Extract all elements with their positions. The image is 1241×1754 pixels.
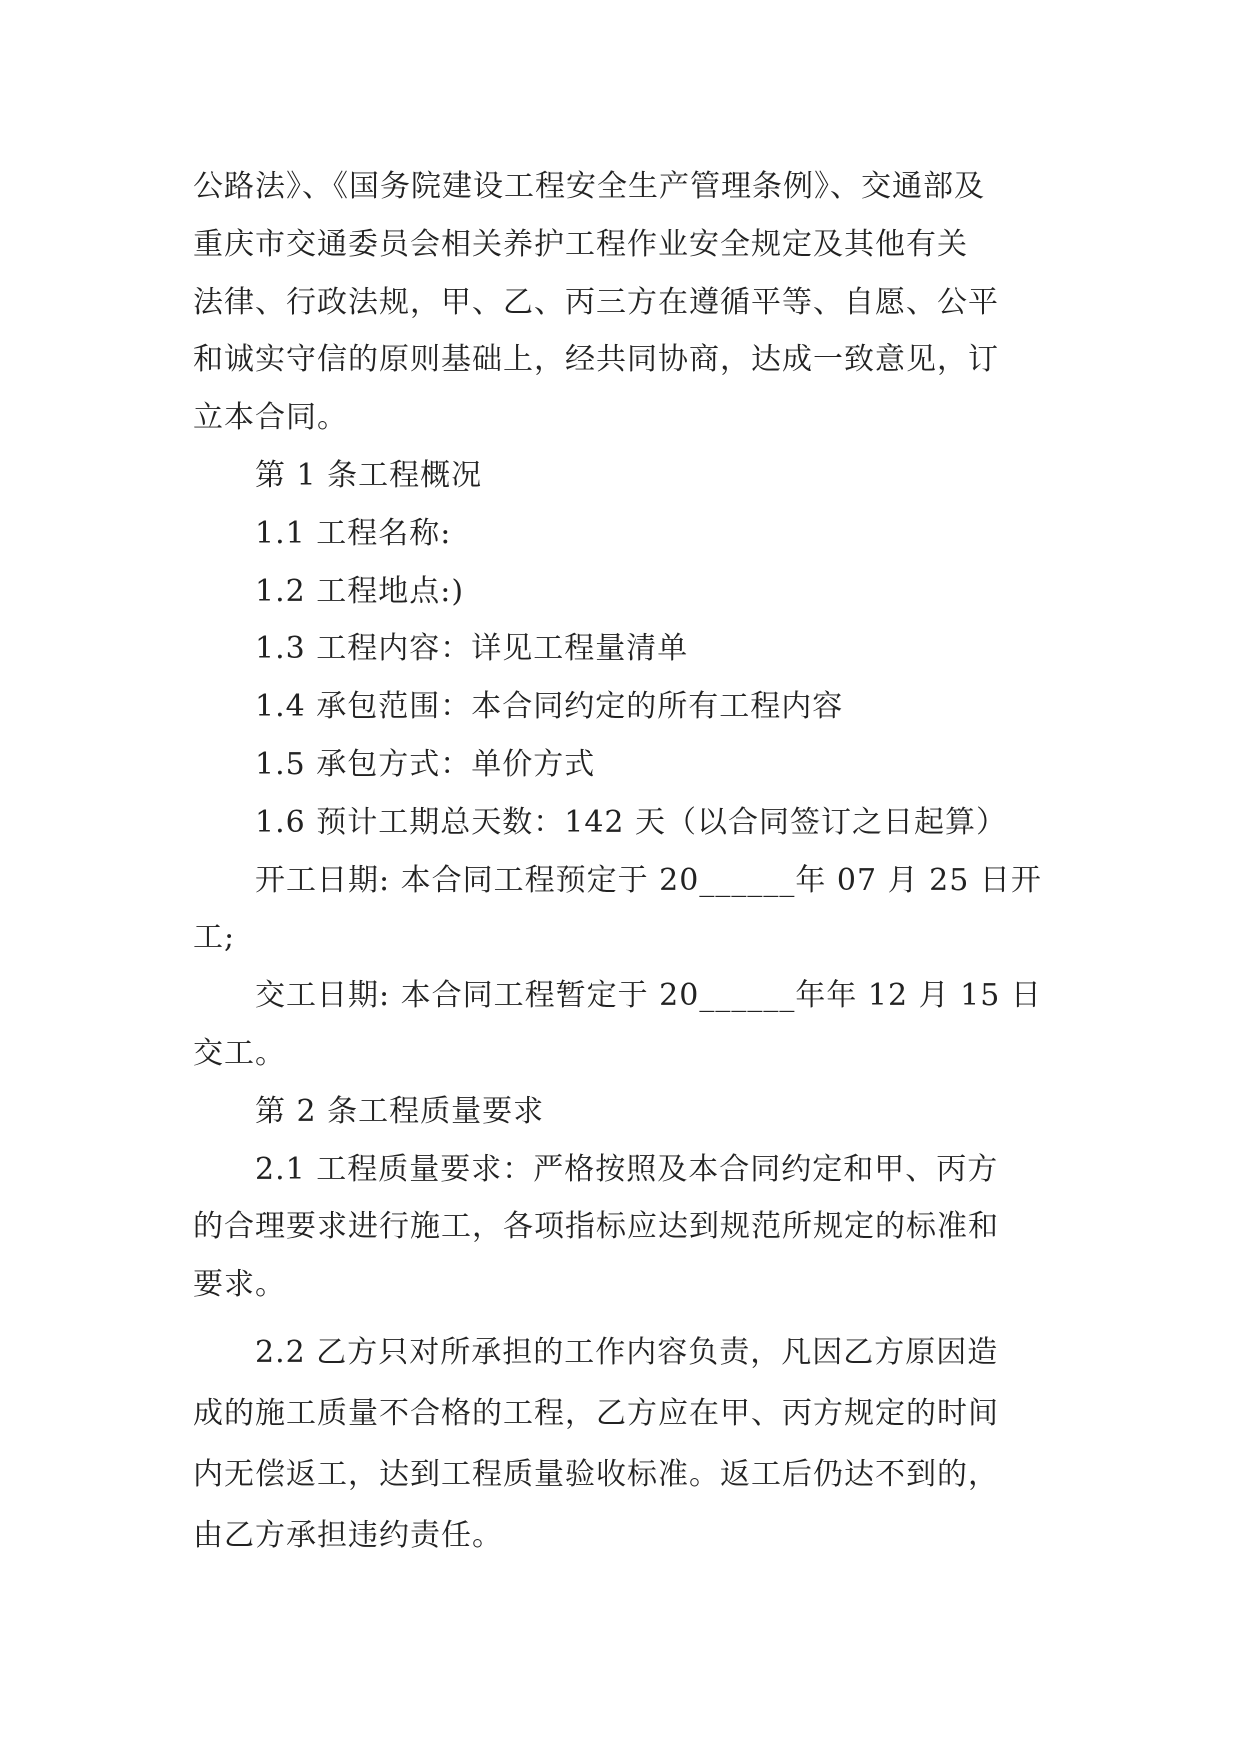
- completion-date-line: 交工日期: 本合同工程暂定于 20______年年 12 月 15 日: [255, 978, 1042, 1014]
- clause-2-1: 2.1 工程质量要求：严格按照及本合同约定和甲、丙方: [255, 1151, 999, 1187]
- section-heading-1: 第 1 条工程概况: [255, 457, 483, 493]
- clause-1-2: 1.2 工程地点:): [255, 573, 465, 609]
- clause-2-2-cont: 成的施工质量不合格的工程，乙方应在甲、丙方规定的时间: [193, 1395, 999, 1431]
- clause-1-4: 1.4 承包范围：本合同约定的所有工程内容: [255, 689, 844, 725]
- clause-2-2-cont: 内无偿返工，达到工程质量验收标准。返工后仍达不到的，: [193, 1456, 999, 1492]
- section-heading-2: 第 2 条工程质量要求: [255, 1093, 545, 1129]
- clause-1-3: 1.3 工程内容：详见工程量清单: [255, 631, 689, 667]
- start-date-line: 开工日期: 本合同工程预定于 20______年 07 月 25 日开: [255, 862, 1042, 898]
- paragraph-line: 公路法》、《国务院建设工程安全生产管理条例》、交通部及: [193, 169, 985, 204]
- clause-2-1-cont: 要求。: [193, 1267, 286, 1303]
- clause-2-2-cont: 由乙方承担违约责任。: [193, 1517, 503, 1553]
- paragraph-line: 和诚实守信的原则基础上，经共同协商，达成一致意见，订: [193, 342, 999, 378]
- start-date-line-cont: 工;: [193, 920, 236, 956]
- document-page: [193, 158, 1055, 1566]
- clause-1-5: 1.5 承包方式：单价方式: [255, 746, 596, 782]
- clause-1-1: 1.1 工程名称:: [255, 515, 452, 551]
- clause-2-1-cont: 的合理要求进行施工，各项指标应达到规范所规定的标准和: [193, 1209, 999, 1245]
- paragraph-line: 法律、行政法规，甲、乙、丙三方在遵循平等、自愿、公平: [193, 284, 999, 320]
- paragraph-line: 立本合同。: [193, 400, 348, 436]
- clause-2-2: 2.2 乙方只对所承担的工作内容负责，凡因乙方原因造: [255, 1334, 999, 1370]
- completion-date-line-cont: 交工。: [193, 1035, 286, 1071]
- clause-1-6: 1.6 预计工期总天数：142 天（以合同签订之日起算）: [255, 804, 1008, 840]
- paragraph-line: 重庆市交通委员会相关养护工程作业安全规定及其他有关: [193, 226, 968, 262]
